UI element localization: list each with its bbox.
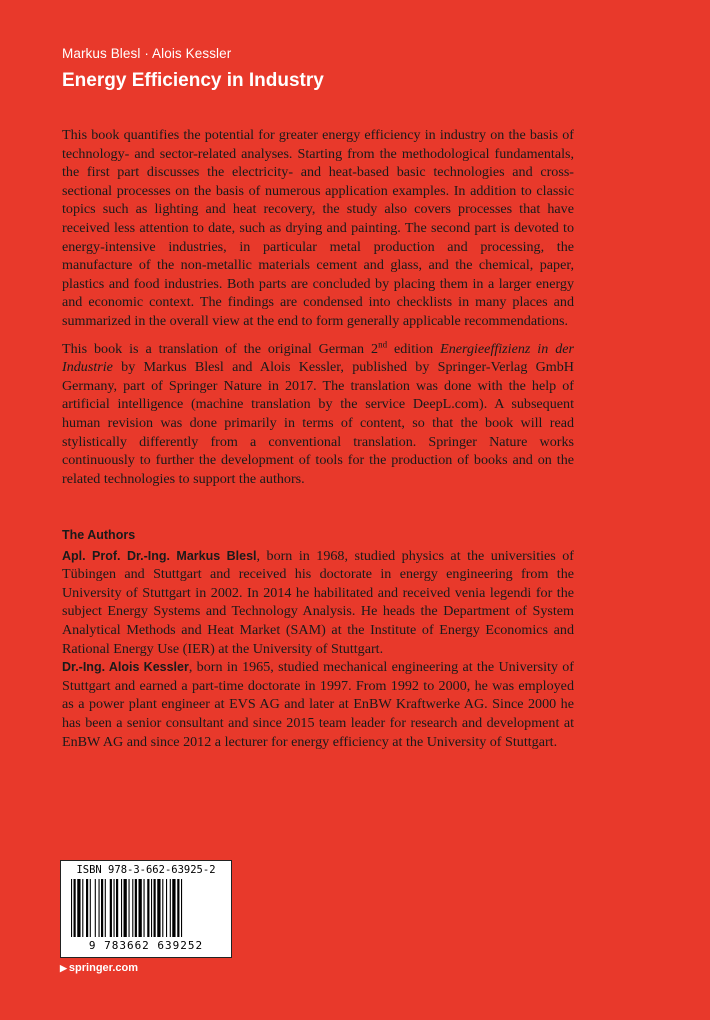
author-name: Apl. Prof. Dr.-Ing. Markus Blesl	[62, 548, 257, 563]
author-name: Dr.-Ing. Alois Kessler	[62, 660, 189, 675]
isbn-number: ISBN 978-3-662-63925-2	[76, 864, 216, 876]
isbn-barcode	[60, 860, 232, 958]
description-paragraph: This book quantifies the potential for greater energy efficiency in industry on the basis of technology- and sector-related analyses. Starting from the methodological fundamentals, the first part discusses the electricity- and heat-based basic technologies and cross-sectional processes on the basis of numerous application examples. In addition to classic topics such as lighting and heat recovery, the study also covers processes that have received less attention to date, such as drying and painting. The second part is devoted to energy-intensive industries, in particular metal production and processing, the manufacture of the non-metallic materials cement and glass, and the chemical, paper, plastics and food industries. Both parts are concluded by placing them in a larger energy and economic context. The findings are condensed into checklists in many places and summarized in the overall view at the end to form generally applicable recommendations.	[62, 127, 574, 329]
chevron-right-icon: ▶	[60, 963, 67, 973]
book-title: Energy Efficiency in Industry	[62, 70, 324, 91]
publisher-link[interactable]: ▶ springer.com	[60, 962, 138, 974]
author-bio-blesl: Apl. Prof. Dr.-Ing. Markus Blesl, born in 1968, studied physics at the universities of Tübingen and Stuttgart and received his doctorate in energy engineering from the University of Stuttgart in 2002. In 2014 he habilitated and received venia legendi for the subject Energy Systems and Technology Analysis. He heads the Department of System Analytical Methods and Heat Market (SAM) at the Institute of Energy Economics and Rational Energy Use (IER) at the University of Stuttgart.	[62, 547, 574, 657]
barcode-icon	[67, 879, 225, 939]
translation-note: This book is a translation of the original German 2nd edition Energieeffizienz in der Industrie by Markus Blesl and Alois Kessler, published by Springer-Verlag GmbH Germany, part of Springer Nature in 2017. The translation was done with the help of artificial intelligence (machine translation by the service DeepL.com). A subsequent human revision was done primarily in terms of content, so that the book will read stylistically differently from a conventional translation. Springer Nature works continuously to further the development of tools for the production of books and on the related technologies to support the authors.	[62, 338, 574, 487]
authors-section	[62, 526, 574, 751]
authors-heading: The Authors	[62, 528, 136, 542]
author-bio-kessler: Dr.-Ing. Alois Kessler, born in 1965, studied mechanical engineering at the University of Stuttgart and earned a part-time doctorate in 1997. From 1992 to 2000, he was employed as a power plant engineer at EVS AG and later at EnBW Kraftwerke AG. Since 2000 he has been a senior consultant and since 2015 team leader for research and development at EnBW AG and since 2012 a lecturer for energy efficiency at the University of Stuttgart.	[62, 659, 574, 750]
author-names: Markus Blesl · Alois Kessler	[62, 46, 232, 61]
ordinal-superscript: nd	[378, 338, 388, 349]
book-description	[62, 126, 574, 497]
barcode-digits: 9 783662 639252	[88, 939, 204, 952]
original-title: Energieeffizienz in der Industrie	[62, 340, 574, 376]
